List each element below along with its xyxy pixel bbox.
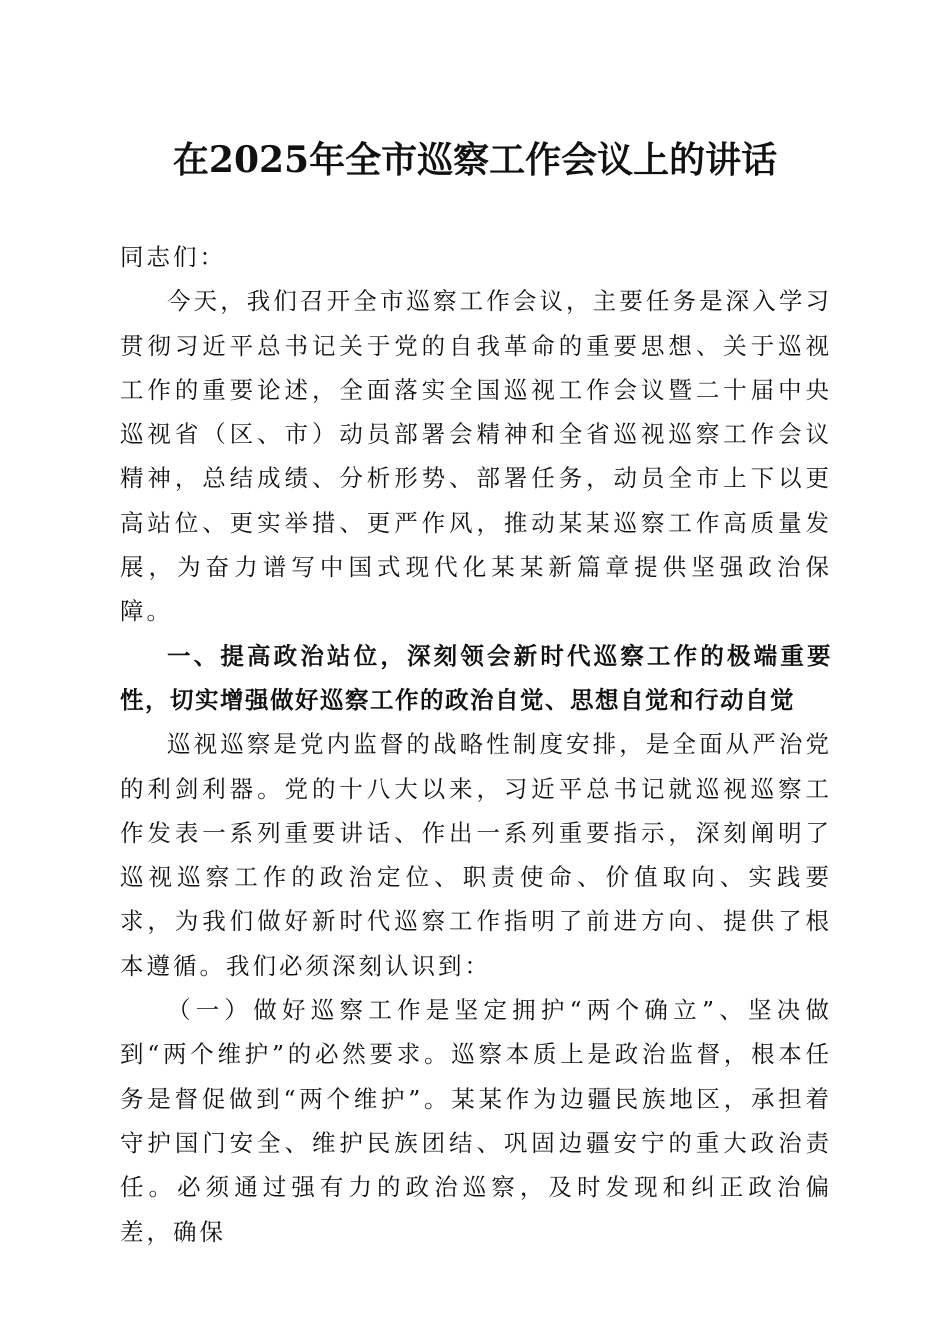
intro-paragraph: 今天，我们召开全市巡察工作会议，主要任务是深入学习贯彻习近平总书记关于党的自我革命的重要思想、关于巡视工作的重要论述，全面落实全国巡视工作会议暨二十届中央巡视省（区、市）动员部署会精神和全省巡视巡察工作会议精神，总结成绩、分析形势、部署任务，动员全市上下以更高站位、更实举措、更严作风，推动某某巡察工作高质量发展，为奋力谱写中国式现代化某某新篇章提供坚强政治保障。 bbox=[120, 287, 832, 626]
section-heading-1: 一、提高政治站位，深刻领会新时代巡察工作的极端重要性，切实增强做好巡察工作的政治自觉、思想自觉和行动自觉 bbox=[120, 641, 832, 714]
document-body bbox=[120, 235, 832, 1254]
section-1-paragraph: 巡视巡察是党内监督的战略性制度安排，是全面从严治党的利剑利器。党的十八大以来，习近平总书记就巡视巡察工作发表一系列重要讲话、作出一系列重要指示，深刻阐明了巡视巡察工作的政治定位、职责使命、价值取向、实践要求，为我们做好新时代巡察工作指明了前进方向、提供了根本遵循。我们必须深刻认识到： bbox=[120, 730, 832, 980]
subsection-1-paragraph: （一）做好巡察工作是坚定拥护“两个确立”、坚决做到“两个维护”的必然要求。巡察本质上是政治监督，根本任务是督促做到“两个维护”。某某作为边疆民族地区，承担着守护国门安全、维护民族团结、巩固边疆安宁的重大政治责任。必须通过强有力的政治巡察，及时发现和纠正政治偏差，确保 bbox=[120, 996, 832, 1246]
salutation: 同志们： bbox=[120, 243, 226, 271]
document-title: 在2025年全市巡察工作会议上的讲话 bbox=[172, 139, 778, 181]
